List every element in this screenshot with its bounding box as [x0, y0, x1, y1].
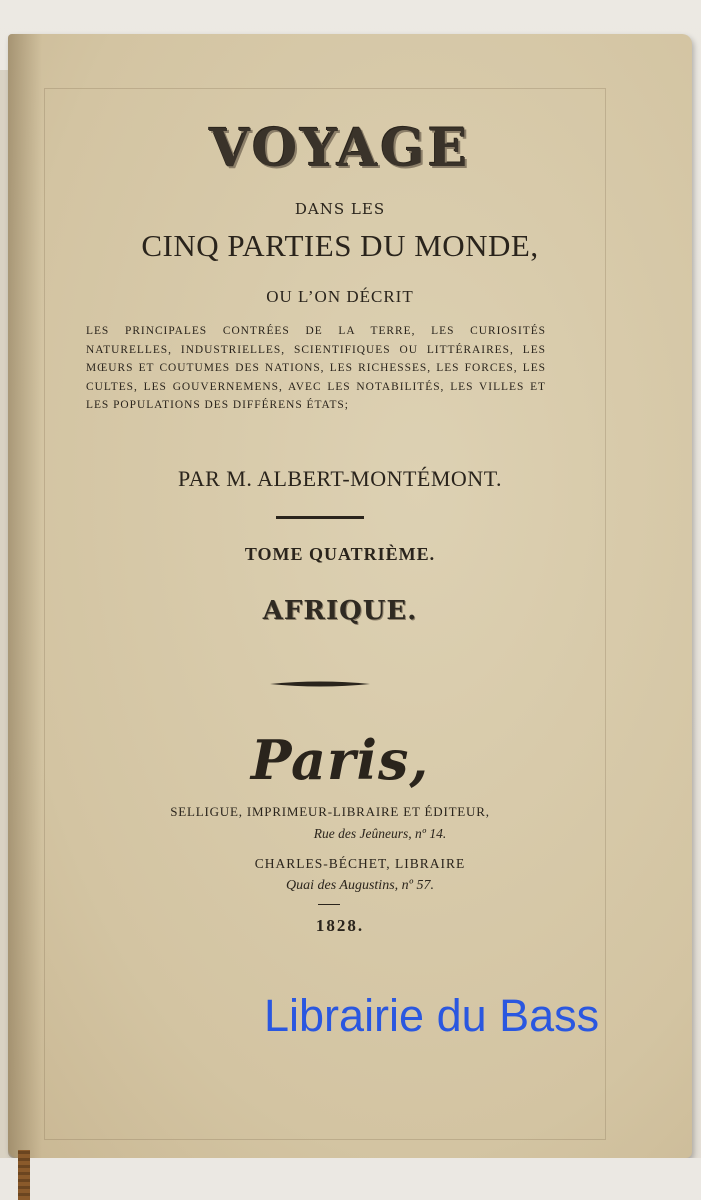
ribbon-bookmark: [18, 1150, 30, 1200]
bottom-background: [0, 1158, 701, 1200]
short-rule: [318, 904, 340, 905]
region-title: AFRIQUE.: [262, 596, 418, 626]
address-quai-des-augustins: Quai des Augustins, nº 57.: [286, 878, 434, 893]
ornamental-rule: [270, 680, 370, 688]
city-imprint: Paris,: [250, 728, 430, 792]
author-line: PAR M. ALBERT-MONTÉMONT.: [177, 466, 503, 491]
subtitle-ou-lon-decrit: OU L’ON DÉCRIT: [266, 287, 414, 306]
description-paragraph: LES PRINCIPALES CONTRÉES DE LA TERRE, LES CURIOSITÉS NATURELLES, INDUSTRIELLES, SCIENTIFIQUES OU LITTÉRAIRES, LES MŒURS ET COUTUMES DES NATIONS, LES RICHESSES, LES FORCES, LES CULTES, LES GOUVERNEMENS, AVEC LES NOTABILITÉS, LES VILLES ET LES POPULATIONS DES DIFFÉRENS ÉTATS;: [86, 325, 546, 411]
book-title: VOYAGE: [209, 118, 471, 179]
seller-watermark: Librairie du Bass: [264, 990, 600, 1041]
subtitle-cinq-parties: CINQ PARTIES DU MONDE,: [141, 228, 539, 263]
address-rue-des-jeuneurs: Rue des Jeûneurs, nº 14.: [313, 826, 447, 841]
publisher-selligue: SELLIGUE, IMPRIMEUR-LIBRAIRE ET ÉDITEUR,: [170, 804, 490, 819]
spine-shadow: [8, 34, 42, 1158]
subtitle-dans-les: DANS LES: [294, 200, 386, 218]
publication-year: 1828.: [315, 916, 365, 935]
volume-line: TOME QUATRIÈME.: [244, 544, 436, 564]
publisher-charles-bechet: CHARLES-BÉCHET, LIBRAIRE: [254, 856, 466, 871]
divider-rule: [276, 516, 364, 519]
